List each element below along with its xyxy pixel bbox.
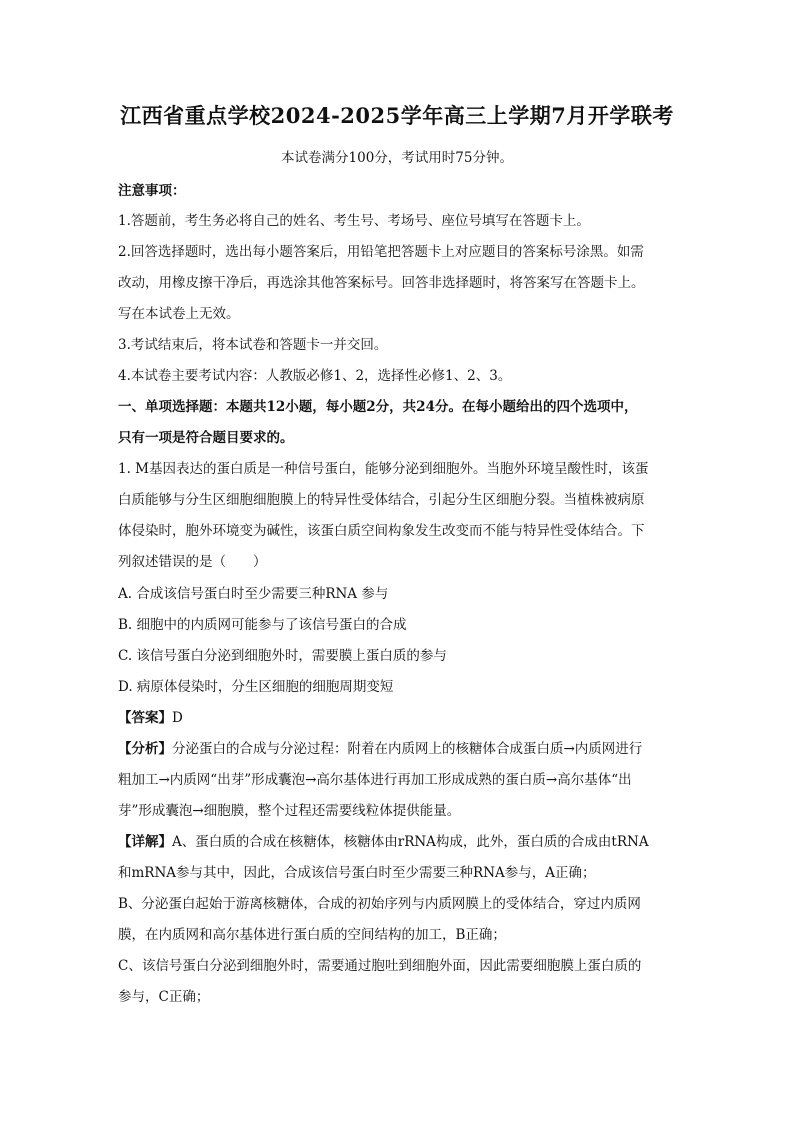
answer-line (118, 706, 678, 726)
detail-text: 膜，在内质网和高尔基体进行蛋白质的空间结构的加工，B正确； (118, 927, 506, 943)
exam-subtitle: 本试卷满分100分，考试用时75分钟。 (281, 150, 513, 166)
analysis-tag: 【分析】 (118, 741, 172, 757)
option-d: D. 病原体侵染时，分生区细胞的细胞周期变短 (118, 679, 394, 695)
section-heading: 一、单项选择题：本题共12小题，每小题2分，共24分。在每小题给出的四个选项中， (118, 399, 638, 415)
notice-line: 改动，用橡皮擦干净后，再选涂其他答案标号。回答非选择题时，将答案写在答题卡上。 (118, 275, 645, 291)
detail-text: C、该信号蛋白分泌到细胞外时，需要通过胞吐到细胞外面，因此需要细胞膜上蛋白质的 (118, 958, 642, 974)
question-stem: 1. M基因表达的蛋白质是一种信号蛋白，能够分泌到细胞外。当胞外环境呈酸性时，该蛋 (118, 461, 649, 477)
notice-line: 写在本试卷上无效。 (118, 306, 240, 322)
detail-tag: 【详解】 (118, 834, 172, 850)
exam-title: 江西省重点学校2024-2025学年高三上学期7月开学联考 (120, 103, 674, 128)
notice-line: 1.答题前，考生务必将自己的姓名、考生号、考场号、座位号填写在答题卡上。 (118, 213, 590, 229)
detail-line (118, 830, 678, 850)
option-a: A. 合成该信号蛋白时至少需要三种RNA 参与 (118, 586, 389, 602)
notice-line: 2.回答选择题时，选出每小题答案后，用铅笔把答题卡上对应题目的答案标号涂黑。如需 (118, 244, 644, 260)
answer-tag: 【答案】 (118, 710, 172, 726)
analysis-text: 分泌蛋白的合成与分泌过程：附着在内质网上的核糖体合成蛋白质→内质网进行 (172, 741, 643, 757)
option-b: B. 细胞中的内质网可能参与了该信号蛋白的合成 (118, 617, 407, 633)
detail-text: 参与，C正确； (118, 989, 210, 1005)
detail-text: 和mRNA参与其中，因此，合成该信号蛋白时至少需要三种RNA参与，A正确； (118, 865, 596, 881)
analysis-text: 粗加工→内质网“出芽”形成囊泡→高尔基体进行再加工形成成熟的蛋白质→高尔基体“出 (118, 772, 632, 788)
question-stem: 列叙述错误的是（ ） (118, 554, 267, 570)
answer-value: D (172, 710, 183, 726)
notice-heading: 注意事项： (118, 183, 186, 199)
question-stem: 白质能够与分生区细胞细胞膜上的特异性受体结合，引起分生区细胞分裂。当植株被病原 (118, 492, 645, 508)
detail-text: B、分泌蛋白起始于游离核糖体，合成的初始序列与内质网膜上的受体结合，穿过内质网 (118, 896, 641, 912)
option-c: C. 该信号蛋白分泌到细胞外时，需要膜上蛋白质的参与 (118, 648, 447, 664)
notice-line: 4.本试卷主要考试内容：人教版必修1、2，选择性必修1、2、3。 (118, 368, 512, 384)
analysis-text: 芽”形成囊泡→细胞膜，整个过程还需要线粒体提供能量。 (118, 803, 461, 819)
analysis-line (118, 737, 678, 757)
notice-line: 3.考试结束后，将本试卷和答题卡一并交回。 (118, 337, 388, 353)
detail-text: A、蛋白质的合成在核糖体，核糖体由rRNA构成，此外，蛋白质的合成由tRNA (172, 834, 649, 850)
section-heading: 只有一项是符合题目要求的。 (118, 430, 294, 446)
question-stem: 体侵染时，胞外环境变为碱性，该蛋白质空间构象发生改变而不能与特异性受体结合。下 (118, 523, 645, 539)
